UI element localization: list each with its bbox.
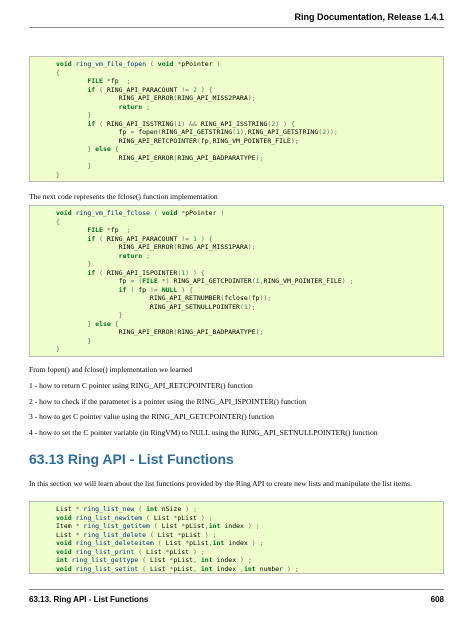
code-line: } xyxy=(87,111,92,119)
code-block-list-functions xyxy=(29,501,444,574)
code-block-fopen xyxy=(29,56,444,182)
code-line: } xyxy=(56,170,60,179)
code-line: } else { xyxy=(87,145,119,153)
code-line: RING_API_ERROR(RING_API_MISS1PARA); xyxy=(56,243,256,251)
code-line: if ( RING_API_ISSTRING(1) && RING_API_ISSTRING(2) ) { xyxy=(87,119,295,128)
header-title: Ring Documentation, Release 1.4.1 xyxy=(294,12,444,22)
code-line: Item * ring_list_getitem ( List *pList,int index ) ; xyxy=(56,522,260,530)
running-footer xyxy=(29,589,444,604)
code-line: } else { xyxy=(87,319,119,328)
code-line: FILE *fp ; xyxy=(87,226,131,234)
learned-item: 2 - how to check if the parameter is a pointer using the RING_API_ISPOINTER() function xyxy=(29,397,307,406)
code-line: } xyxy=(118,311,123,319)
running-header xyxy=(29,12,444,28)
code-line: RING_API_SETNULLPOINTER(1); xyxy=(56,302,256,311)
code-line: fp = fopen(RING_API_GETSTRING(1),RING_API_GETSTRING(2)); xyxy=(56,128,338,136)
code-line: { xyxy=(56,217,60,226)
code-line: List * ring_list_delete ( List *pList ) ; xyxy=(56,530,217,539)
code-line: return ; xyxy=(118,251,150,260)
code-line: return ; xyxy=(118,102,150,111)
section-intro-paragraph: In this section we will learn about the list functions provided by the Ring API to create new lists and manipulate the list items. xyxy=(29,479,412,488)
code-line: void ring_list_print ( List *pList ) ; xyxy=(56,547,205,556)
code-line: int ring_list_gettype ( List *pList, int index ) ; xyxy=(56,556,252,564)
code-line: void ring_list_setint ( List *pList, int index ,int number ) ; xyxy=(56,564,299,573)
code-line: void ring_vm_file_fopen ( void *pPointer ) xyxy=(56,60,221,68)
code-line: { xyxy=(56,68,60,77)
code-line: } xyxy=(87,260,92,268)
code-line: } xyxy=(56,345,60,353)
paragraph-learned-intro: From fopen() and fclose() implementation we learned xyxy=(29,365,193,374)
footer-section: 63.13. Ring API - List Functions xyxy=(29,595,149,604)
code-line: RING_API_ERROR(RING_API_BADPARATYPE); xyxy=(56,328,264,336)
code-line: void ring_list_deleteitem ( List *pList,int index ) ; xyxy=(56,539,264,547)
code-line: if ( fp != NULL ) { xyxy=(118,285,194,294)
code-line: } xyxy=(87,336,92,345)
learned-item: 4 - how to set the C pointer variable (in RingVM) to NULL using the RING_API_SETNULLPOINTER() function xyxy=(29,428,378,437)
learned-item: 1 - how to return C pointer using RING_API_RETCPOINTER() function xyxy=(29,381,253,390)
code-line: RING_API_RETCPOINTER(fp,RING_VM_POINTER_FILE); xyxy=(56,136,299,145)
code-line: List * ring_list_new ( int nSize ) ; xyxy=(56,505,197,513)
page-number: 608 xyxy=(430,595,444,604)
section-heading: 63.13 Ring API - List Functions xyxy=(29,451,234,467)
code-line: if ( RING_API_ISPOINTER(1) ) { xyxy=(87,268,205,277)
paragraph-fclose-intro: The next code represents the fclose() function implementation xyxy=(29,192,218,201)
learned-item: 3 - how to get C pointer value using the RING_API_GETCPOINTER() function xyxy=(29,412,274,421)
code-line: RING_API_RETNUMBER(fclose(fp)); xyxy=(56,294,272,302)
code-line: if ( RING_API_PARACOUNT != 1 ) { xyxy=(87,234,213,243)
code-line: void ring_list_newitem ( List *pList ) ; xyxy=(56,513,213,522)
code-line: RING_API_ERROR(RING_API_MISS2PARA); xyxy=(56,94,256,102)
code-line: if ( RING_API_PARACOUNT != 2 ) { xyxy=(87,85,213,94)
code-line: fp = (FILE *) RING_API_GETCPOINTER(1,RING_VM_POINTER_FILE) ; xyxy=(56,277,354,285)
code-line: FILE *fp ; xyxy=(87,77,131,85)
code-line: void ring_vm_file_fclose ( void *pPointer ) xyxy=(56,209,225,217)
code-line: RING_API_ERROR(RING_API_BADPARATYPE); xyxy=(56,153,264,162)
code-block-fclose xyxy=(29,205,444,357)
code-line: } xyxy=(87,162,92,170)
